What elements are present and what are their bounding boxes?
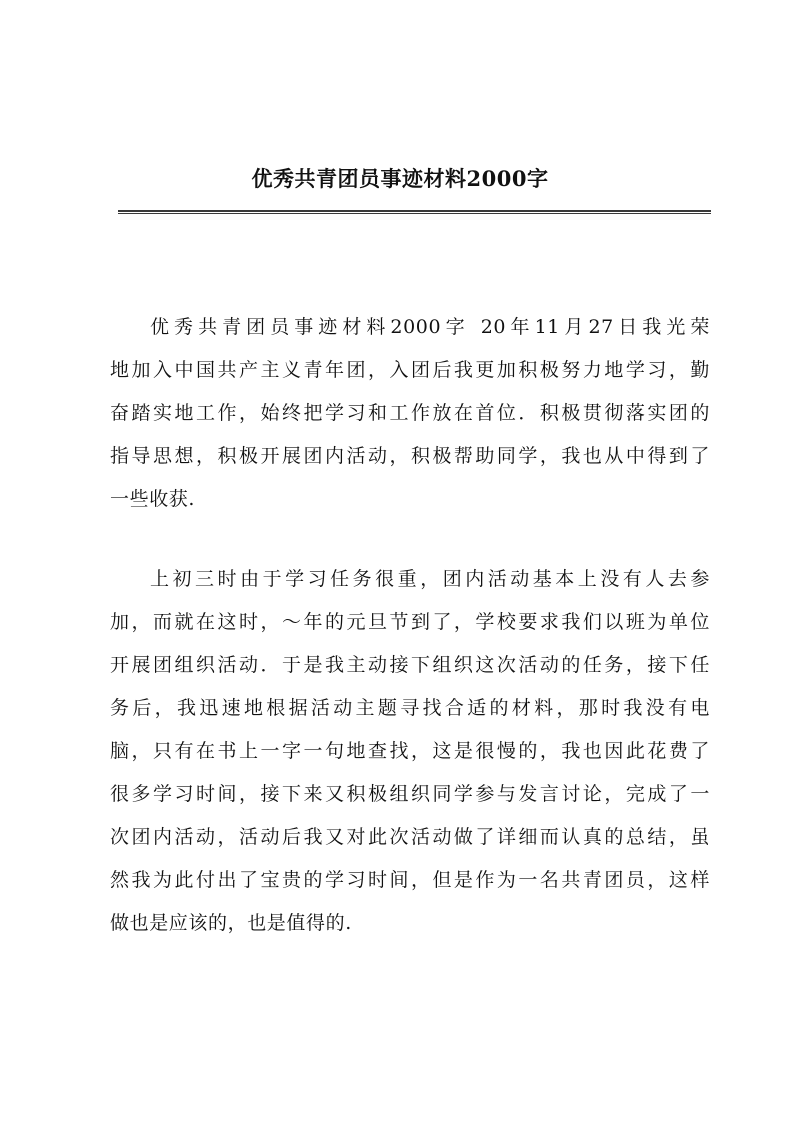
- paragraph-line: 务后，我迅速地根据活动主题寻找合适的材料，那时我没有电: [110, 697, 710, 719]
- document-title: 优秀共青团员事迹材料2000字: [251, 166, 549, 191]
- paragraph-line: 加，而就在这时，～年的元旦节到了，学校要求我们以班为单位: [110, 611, 710, 633]
- paragraph-line: 指导思想，积极开展团内活动，积极帮助同学，我也从中得到了: [110, 445, 710, 467]
- title-divider: [118, 210, 711, 214]
- paragraph-line: 脑，只有在书上一字一句地查找，这是很慢的，我也因此花费了: [110, 740, 710, 762]
- paragraph-line: 奋踏实地工作，始终把学习和工作放在首位．积极贯彻落实团的: [110, 402, 710, 424]
- paragraph-line: 一些收获.: [110, 488, 196, 510]
- paragraph-line: 开展团组织活动．于是我主动接下组织这次活动的任务，接下任: [110, 654, 710, 676]
- paragraph-line: 上初三时由于学习任务很重，团内活动基本上没有人去参: [150, 568, 710, 590]
- paragraph-line: 地加入中国共产主义青年团，入团后我更加积极努力地学习，勤: [110, 359, 710, 381]
- paragraph-line: 次团内活动，活动后我又对此次活动做了详细而认真的总结，虽: [110, 826, 710, 848]
- paragraph-line: 优秀共青团员事迹材料2000字 20年11月27日我光荣: [150, 316, 710, 338]
- paragraph-line: 做也是应该的，也是值得的.: [110, 912, 352, 934]
- paragraph-line: 很多学习时间，接下来又积极组织同学参与发言讨论，完成了一: [110, 783, 710, 805]
- paragraph-line: 然我为此付出了宝贵的学习时间，但是作为一名共青团员，这样: [110, 869, 710, 891]
